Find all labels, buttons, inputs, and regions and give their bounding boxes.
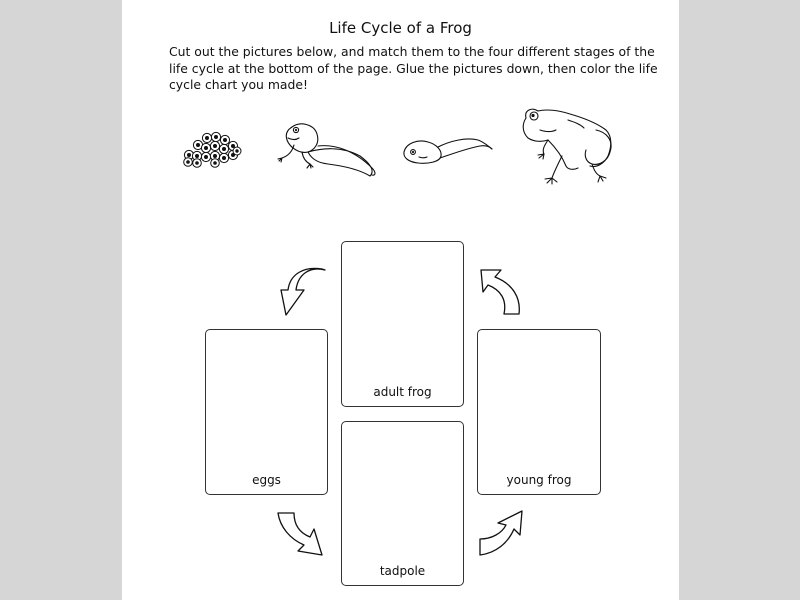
stage-label-young-frog: young frog <box>506 473 572 487</box>
arrow-top-right-icon <box>477 264 529 320</box>
worksheet-instructions: Cut out the pictures below, and match them to the four different stages of the life cycle at the bottom of the page. Glue the pictures down, then color the life cycle chart you made! <box>169 44 658 92</box>
stage-label-adult-frog: adult frog <box>373 385 432 399</box>
young-frog-picture[interactable] <box>278 124 375 176</box>
arrow-bottom-left-icon <box>274 507 328 559</box>
stage-card-adult-frog[interactable] <box>341 241 464 407</box>
arrow-top-left-icon <box>278 264 330 320</box>
worksheet-page <box>122 0 679 600</box>
arrow-bottom-right-icon <box>476 507 528 559</box>
stage-label-eggs: eggs <box>252 473 281 487</box>
frog-eggs-picture[interactable] <box>184 132 241 167</box>
stage-card-tadpole[interactable] <box>341 421 464 586</box>
tadpole-picture[interactable] <box>404 139 492 163</box>
adult-frog-picture[interactable] <box>523 109 611 184</box>
stage-label-tadpole: tadpole <box>379 564 426 578</box>
worksheet-title: Life Cycle of a Frog <box>329 19 472 37</box>
stage-card-eggs[interactable] <box>205 329 328 495</box>
stage-card-young-frog[interactable] <box>477 329 601 495</box>
